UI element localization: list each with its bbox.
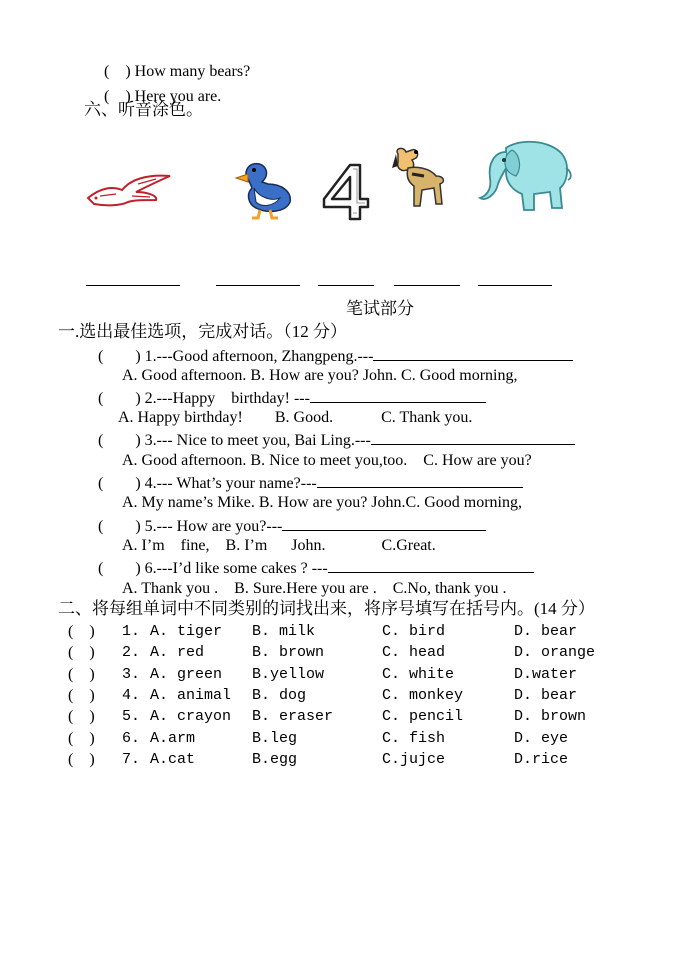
- option-c: C. pencil: [382, 708, 464, 726]
- answer-blank[interactable]: [371, 429, 575, 445]
- answer-blank[interactable]: [328, 557, 534, 573]
- answer-bracket[interactable]: ( ): [98, 475, 141, 492]
- question-4: ( ) 4.--- What’s your name?---: [98, 472, 523, 494]
- color-answer-line[interactable]: [478, 284, 552, 286]
- answer-bracket[interactable]: ( ): [68, 644, 95, 662]
- question-2-options: A. Happy birthday! B. Good. C. Thank you.: [118, 409, 473, 426]
- row-number: 6.: [122, 729, 141, 747]
- row-number: 1.: [122, 623, 141, 640]
- answer-bracket[interactable]: ( ): [98, 348, 141, 365]
- answer-bracket[interactable]: ( ): [104, 88, 131, 105]
- option-c: C. fish: [382, 729, 446, 747]
- answer-bracket[interactable]: ( ): [68, 665, 95, 683]
- question-1: ( ) 1.---Good afternoon, Zhangpeng.---: [98, 345, 573, 367]
- row-number: 2.: [122, 644, 141, 662]
- answer-blank[interactable]: [310, 387, 486, 403]
- option-d: D. orange: [514, 644, 596, 662]
- answer-bracket[interactable]: ( ): [98, 560, 141, 577]
- part1-title: 一.选出最佳选项，完成对话。（12 分）: [58, 322, 347, 341]
- question-1-options: A. Good afternoon. B. How are you? John. C. Good morning,: [122, 367, 518, 384]
- bird-icon: [86, 170, 174, 210]
- written-section-heading: 笔试部分: [346, 299, 414, 318]
- listening-item: ( ) Here you are.: [104, 88, 222, 105]
- option-c: C. bird: [382, 623, 446, 640]
- color-answer-line[interactable]: [318, 284, 374, 286]
- option-b: B. eraser: [252, 708, 334, 726]
- option-d: D.water: [514, 665, 578, 683]
- question-2: ( ) 2.---Happy birthday! ---: [98, 387, 486, 409]
- option-d: D. eye: [514, 729, 569, 747]
- option-d: D.rice: [514, 750, 569, 768]
- answer-blank[interactable]: [282, 515, 486, 531]
- color-answer-line[interactable]: [86, 284, 180, 286]
- row-number: 4.: [122, 686, 141, 704]
- answer-blank[interactable]: [373, 345, 573, 361]
- option-a: A.cat: [150, 750, 196, 768]
- answer-bracket[interactable]: ( ): [68, 623, 95, 640]
- duck-icon: [234, 158, 298, 220]
- option-d: D. bear: [514, 686, 578, 704]
- option-c: C. white: [382, 665, 455, 683]
- answer-bracket[interactable]: ( ): [68, 686, 95, 704]
- answer-bracket[interactable]: ( ): [98, 518, 141, 535]
- answer-bracket[interactable]: ( ): [98, 432, 141, 449]
- option-a: A.arm: [150, 729, 196, 747]
- option-b: B. dog: [252, 686, 307, 704]
- question-5: ( ) 5.--- How are you?---: [98, 515, 486, 537]
- listening-item: ( ) How many bears?: [104, 63, 251, 80]
- option-a: A. green: [150, 665, 223, 683]
- section-title: 六、听音涂色。: [84, 100, 203, 119]
- answer-bracket[interactable]: ( ): [98, 390, 141, 407]
- option-b: B.yellow: [252, 665, 325, 683]
- option-b: B. brown: [252, 644, 325, 662]
- option-b: B.leg: [252, 729, 298, 747]
- option-b: B. milk: [252, 623, 316, 640]
- question-3-options: A. Good afternoon. B. Nice to meet you,too. C. How are you?: [122, 452, 532, 469]
- color-answer-line[interactable]: [216, 284, 300, 286]
- elephant-icon: [476, 138, 574, 214]
- row-number: 7.: [122, 750, 141, 768]
- answer-blank[interactable]: [317, 472, 523, 488]
- option-a: A. red: [150, 644, 205, 662]
- answer-bracket[interactable]: ( ): [68, 729, 95, 747]
- answer-bracket[interactable]: ( ): [68, 750, 95, 768]
- part2-title: 二、将每组单词中不同类别的词找出来，将序号填写在括号内。(14 分）: [58, 599, 595, 618]
- option-a: A. animal: [150, 686, 232, 704]
- row-number: 3.: [122, 665, 141, 683]
- option-c: C. head: [382, 644, 446, 662]
- question-3: ( ) 3.--- Nice to meet you, Bai Ling.---: [98, 429, 575, 451]
- question-6: ( ) 6.---I’d like some cakes ? ---: [98, 557, 534, 579]
- question-4-options: A. My name’s Mike. B. How are you? John.C. Good morning,: [122, 494, 522, 511]
- option-d: D. brown: [514, 708, 587, 726]
- answer-bracket[interactable]: ( ): [104, 63, 131, 80]
- number-4-icon: [322, 163, 370, 221]
- color-answer-line[interactable]: [394, 284, 460, 286]
- option-d: D. bear: [514, 623, 578, 640]
- row-number: 5.: [122, 708, 141, 726]
- option-b: B.egg: [252, 750, 298, 768]
- question-5-options: A. I’m fine, B. I’m John. C.Great.: [122, 537, 436, 554]
- dog-icon: [390, 146, 450, 210]
- option-c: C. monkey: [382, 686, 464, 704]
- option-a: A. tiger: [150, 623, 223, 640]
- answer-bracket[interactable]: ( ): [68, 708, 95, 726]
- question-6-options: A. Thank you . B. Sure.Here you are . C.No, thank you .: [122, 580, 507, 597]
- option-c: C.jujce: [382, 750, 446, 768]
- option-a: A. crayon: [150, 708, 232, 726]
